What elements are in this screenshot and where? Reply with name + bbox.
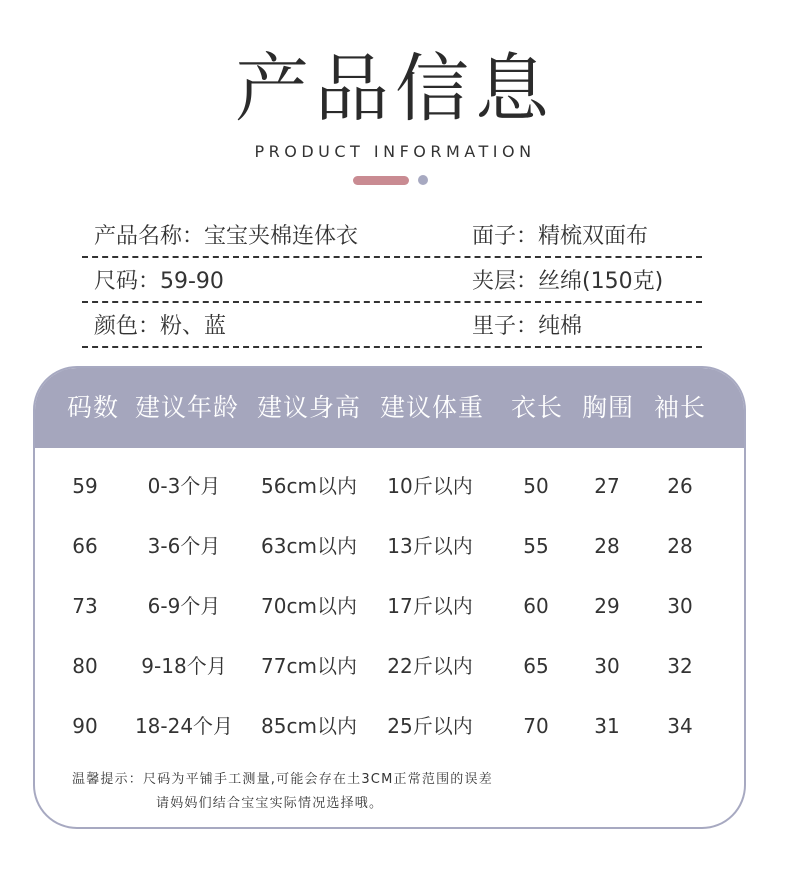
cell-height: 85cm以内 <box>261 714 357 738</box>
cell-weight: 13斤以内 <box>387 534 473 558</box>
cell-size: 80 <box>72 654 98 678</box>
cell-size: 59 <box>72 474 98 498</box>
product-layer: 夹层：丝绵(150克) <box>472 269 664 294</box>
cell-weight: 22斤以内 <box>387 654 473 678</box>
cell-length: 55 <box>523 534 549 558</box>
cell-height: 70cm以内 <box>261 594 357 618</box>
cell-size: 66 <box>72 534 98 558</box>
table-row <box>35 706 744 746</box>
cell-sleeve: 34 <box>667 714 693 738</box>
cell-weight: 10斤以内 <box>387 474 473 498</box>
cell-height: 56cm以内 <box>261 474 357 498</box>
product-lining: 里子：纯棉 <box>472 314 583 339</box>
measurement-note: 温馨提示：尺码为平铺手工测量,可能会存在土3CM正常范围的误差 <box>72 772 493 787</box>
cell-length: 70 <box>523 714 549 738</box>
cell-height: 63cm以内 <box>261 534 357 558</box>
cell-chest: 28 <box>594 534 620 558</box>
decorative-pill <box>353 176 409 185</box>
info-row-size <box>82 261 702 303</box>
header-weight: 建议体重 <box>379 393 485 422</box>
product-color: 颜色：粉、蓝 <box>94 314 227 339</box>
cell-size: 73 <box>72 594 98 618</box>
header-length: 衣长 <box>510 393 564 422</box>
cell-age: 6-9个月 <box>147 594 221 618</box>
cell-sleeve: 32 <box>667 654 693 678</box>
decorative-dot <box>418 175 428 185</box>
header-height: 建议身高 <box>256 393 362 422</box>
product-name: 产品名称：宝宝夹棉连体衣 <box>94 224 359 249</box>
cell-weight: 17斤以内 <box>387 594 473 618</box>
page-title: 产品信息 <box>235 46 555 132</box>
size-table-card <box>33 366 746 829</box>
cell-age: 9-18个月 <box>141 654 227 678</box>
header-size: 码数 <box>66 393 120 422</box>
cell-length: 60 <box>523 594 549 618</box>
product-size: 尺码：59-90 <box>94 269 224 294</box>
header-sleeve: 袖长 <box>653 393 707 422</box>
cell-height: 77cm以内 <box>261 654 357 678</box>
product-fabric: 面子：精梳双面布 <box>472 224 649 249</box>
cell-chest: 30 <box>594 654 620 678</box>
cell-size: 90 <box>72 714 98 738</box>
cell-length: 50 <box>523 474 549 498</box>
table-row <box>35 646 744 686</box>
cell-sleeve: 26 <box>667 474 693 498</box>
table-row <box>35 586 744 626</box>
cell-weight: 25斤以内 <box>387 714 473 738</box>
cell-age: 0-3个月 <box>147 474 221 498</box>
header-age: 建议年龄 <box>134 393 240 422</box>
measurement-note-continued: 请妈妈们结合宝宝实际情况选择哦。 <box>156 796 384 811</box>
page-subtitle: PRODUCT INFORMATION <box>254 142 536 161</box>
header-chest: 胸围 <box>581 393 635 422</box>
cell-sleeve: 30 <box>667 594 693 618</box>
cell-length: 65 <box>523 654 549 678</box>
cell-chest: 29 <box>594 594 620 618</box>
cell-chest: 27 <box>594 474 620 498</box>
cell-age: 3-6个月 <box>147 534 221 558</box>
table-row <box>35 466 744 506</box>
info-row-name <box>82 216 702 258</box>
cell-chest: 31 <box>594 714 620 738</box>
info-row-color <box>82 306 702 348</box>
cell-sleeve: 28 <box>667 534 693 558</box>
cell-age: 18-24个月 <box>134 714 234 738</box>
size-table-header <box>35 368 744 448</box>
table-row <box>35 526 744 566</box>
